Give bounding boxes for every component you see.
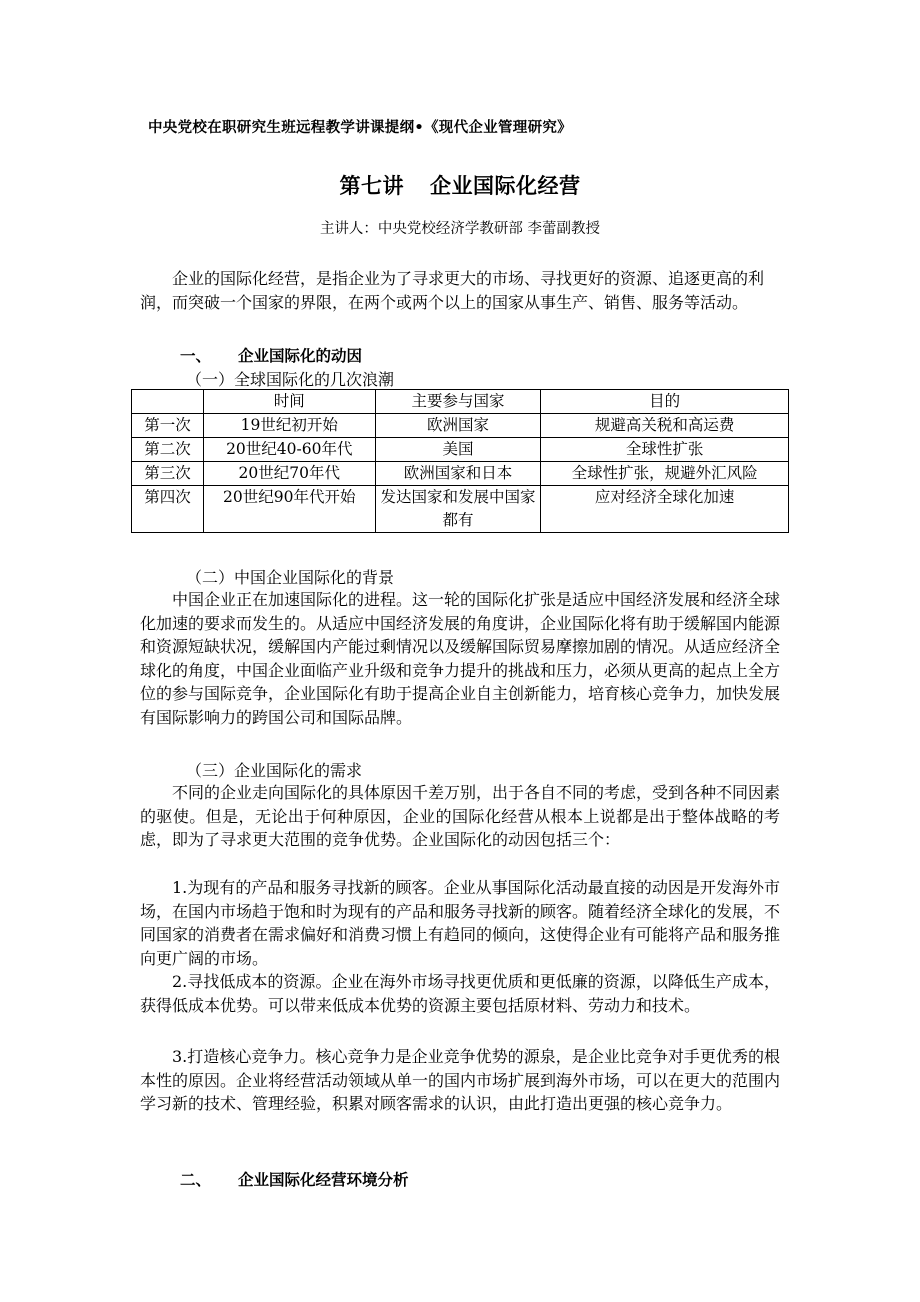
reason-paragraph-2: 2.寻找低成本的资源。企业在海外市场寻找更优质和更低廉的资源，以降低生产成本，获得低成本优势。可以带来低成本优势的资源主要包括原材料、劳动力和技术。 [140,972,780,1015]
reason-paragraph-3: 3.打造核心竞争力。核心竞争力是企业竞争优势的源泉，是企业比竞争对手更优秀的根本性的原因。企业将经营活动领域从单一的国内市场扩展到海外市场，可以在更大的范围内学习新的技术、管理经验，积累对顾客需求的认识，由此打造出更强的核心竞争力。 [140,1047,781,1113]
table-header-cell: 主要参与国家 [375,390,541,414]
table-cell: 发达国家和发展中国家都有 [375,486,541,533]
table-cell: 第四次 [132,486,204,533]
subsection-heading-3: （三）企业国际化的需求 [186,761,363,780]
table-row [132,438,789,462]
table-cell: 第一次 [132,414,204,438]
table-header-cell [132,390,204,414]
table-cell: 20世纪70年代 [203,462,375,486]
lecture-number: 第七讲 [339,174,404,198]
section-title: 企业国际化经营环境分析 [238,1171,409,1189]
document-header: 中央党校在职研究生班远程教学讲课提纲•《现代企业管理研究》 [148,120,572,136]
table-cell: 第二次 [132,438,204,462]
section-number: 二、 [180,1171,212,1189]
reason-paragraph-1: 1.为现有的产品和服务寻找新的顾客。企业从事国际化活动最直接的动因是开发海外市场，在国内市场趋于饱和时为现有的产品和服务寻找新的顾客。随着经济全球化的发展，不同国家的消费者在需求偏好和消费习惯上有趋同的倾向，这使得企业有可能将产品和服务推向更广阔的市场。 [140,878,781,968]
table-cell: 20世纪90年代开始 [203,486,375,533]
table-header-cell: 时间 [203,390,375,414]
table-cell: 欧洲国家 [375,414,541,438]
lecture-topic: 企业国际化经营 [430,174,581,198]
table-cell: 全球性扩张，规避外汇风险 [541,462,789,486]
section-heading-2 [180,1168,409,1190]
table-cell: 美国 [375,438,541,462]
lecture-title [0,170,920,200]
need-paragraph: 不同的企业走向国际化的具体原因千差万别，出于各自不同的考虑，受到各种不同因素的驱使。但是，无论出于何种原因，企业的国际化经营从根本上说都是出于整体战略的考虑，即为了寻求更大范围的竞争优势。企业国际化的动因包括三个： [140,783,781,849]
table-header-cell: 目的 [541,390,789,414]
table-cell: 欧洲国家和日本 [375,462,541,486]
section-heading-1 [180,344,362,366]
waves-table [131,389,789,533]
table-row [132,486,789,533]
section-number: 一、 [180,347,212,365]
table-header-row [132,390,789,414]
table-cell: 全球性扩张 [541,438,789,462]
background-paragraph: 中国企业正在加速国际化的进程。这一轮的国际化扩张是适应中国经济发展和经济全球化加速的要求而发生的。从适应中国经济发展的角度讲，企业国际化将有助于缓解国内能源和资源短缺状况，缓解国内产能过剩情况以及缓解国际贸易摩擦加剧的情况。从适应经济全球化的角度，中国企业面临产业升级和竞争力提升的挑战和压力，必须从更高的起点上全方位的参与国际竞争，企业国际化有助于提高企业自主创新能力，培育核心竞争力，加快发展有国际影响力的跨国公司和国际品牌。 [140,590,781,727]
subsection-heading-1: （一）全球国际化的几次浪潮 [186,370,395,389]
table-cell: 第三次 [132,462,204,486]
table-cell: 20世纪40-60年代 [203,438,375,462]
section-title: 企业国际化的动因 [238,347,363,365]
table-row [132,414,789,438]
subsection-heading-2: （二）中国企业国际化的背景 [186,568,395,587]
table-cell: 规避高关税和高运费 [541,414,789,438]
table-cell: 应对经济全球化加速 [541,486,789,533]
table-cell: 19世纪初开始 [203,414,375,438]
table-row [132,462,789,486]
presenter-line: 主讲人：中央党校经济学教研部 李蕾副教授 [319,221,601,237]
intro-paragraph: 企业的国际化经营，是指企业为了寻求更大的市场、寻找更好的资源、追逐更高的利润，而突破一个国家的界限，在两个或两个以上的国家从事生产、销售、服务等活动。 [140,269,765,312]
